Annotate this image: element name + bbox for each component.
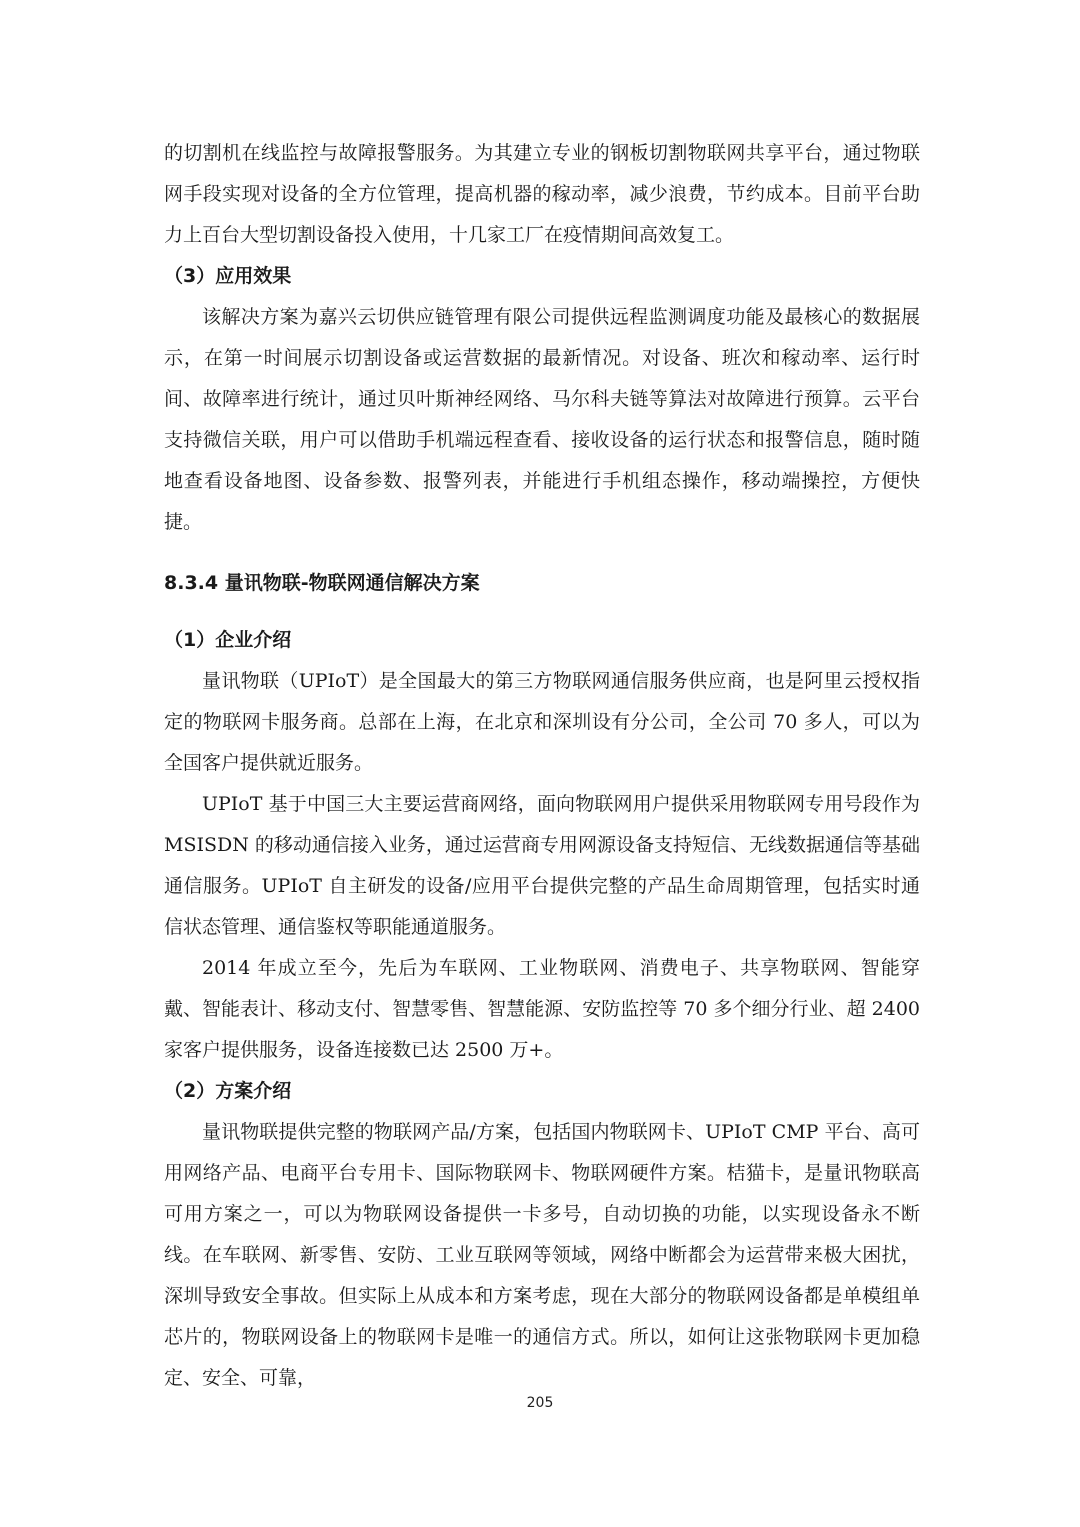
subheading-solution-intro: （2）方案介绍 [164, 1080, 292, 1102]
paragraph-continued: 的切割机在线监控与故障报警服务。为其建立专业的钢板切割物联网共享平台，通过物联网手段实现对设备的全方位管理，提高机器的稼动率，减少浪费，节约成本。目前平台助力上百台大型切割设备投入使用，十几家工厂在疫情期间高效复工。 [164, 142, 920, 246]
page-number: 205 [526, 1395, 554, 1411]
paragraph-solution-intro: 量讯物联提供完整的物联网产品/方案，包括国内物联网卡、UPIoT CMP 平台、高可用网络产品、电商平台专用卡、国际物联网卡、物联网硬件方案。桔猫卡，是量讯物联高可用方案之一，可以为物联网设备提供一卡多号，自动切换的功能，以实现设备永不断线。在车联网、新零售、安防、工业互联网等领域，网络中断都会为运营带来极大困扰，深圳导致安全事故。但实际上从成本和方案考虑，现在大部分的物联网设备都是单模组单芯片的，物联网设备上的物联网卡是唯一的通信方式。所以，如何让这张物联网卡更加稳定、安全、可靠， [164, 1121, 920, 1389]
paragraph-company-intro-3: 2014 年成立至今，先后为车联网、工业物联网、消费电子、共享物联网、智能穿戴、智能表计、移动支付、智慧零售、智慧能源、安防监控等 70 多个细分行业、超 2400 家客户提供服务，设备连接数已达 2500 万+。 [164, 957, 920, 1061]
paragraph-company-intro-2: UPIoT 基于中国三大主要运营商网络，面向物联网用户提供采用物联网专用号段作为MSISDN 的移动通信接入业务，通过运营商专用网源设备支持短信、无线数据通信等基础通信服务。UPIoT 自主研发的设备/应用平台提供完整的产品生命周期管理，包括实时通信状态管理、通信鉴权等职能通道服务。 [164, 793, 920, 938]
page-body [164, 133, 920, 1399]
paragraph-company-intro-1: 量讯物联（UPIoT）是全国最大的第三方物联网通信服务供应商，也是阿里云授权指定的物联网卡服务商。总部在上海，在北京和深圳设有分公司，全公司 70 多人，可以为全国客户提供就近服务。 [164, 670, 920, 774]
section-title-8-3-4: 8.3.4 量讯物联-物联网通信解决方案 [164, 572, 480, 594]
paragraph-application-effect: 该解决方案为嘉兴云切供应链管理有限公司提供远程监测调度功能及最核心的数据展示，在第一时间展示切割设备或运营数据的最新情况。对设备、班次和稼动率、运行时间、故障率进行统计，通过贝叶斯神经网络、马尔科夫链等算法对故障进行预算。云平台支持微信关联，用户可以借助手机端远程查看、接收设备的运行状态和报警信息，随时随地查看设备地图、设备参数、报警列表，并能进行手机组态操作，移动端操控，方便快捷。 [164, 306, 920, 533]
subheading-company-intro: （1）企业介绍 [164, 629, 292, 651]
subheading-application-effect: （3）应用效果 [164, 265, 292, 287]
